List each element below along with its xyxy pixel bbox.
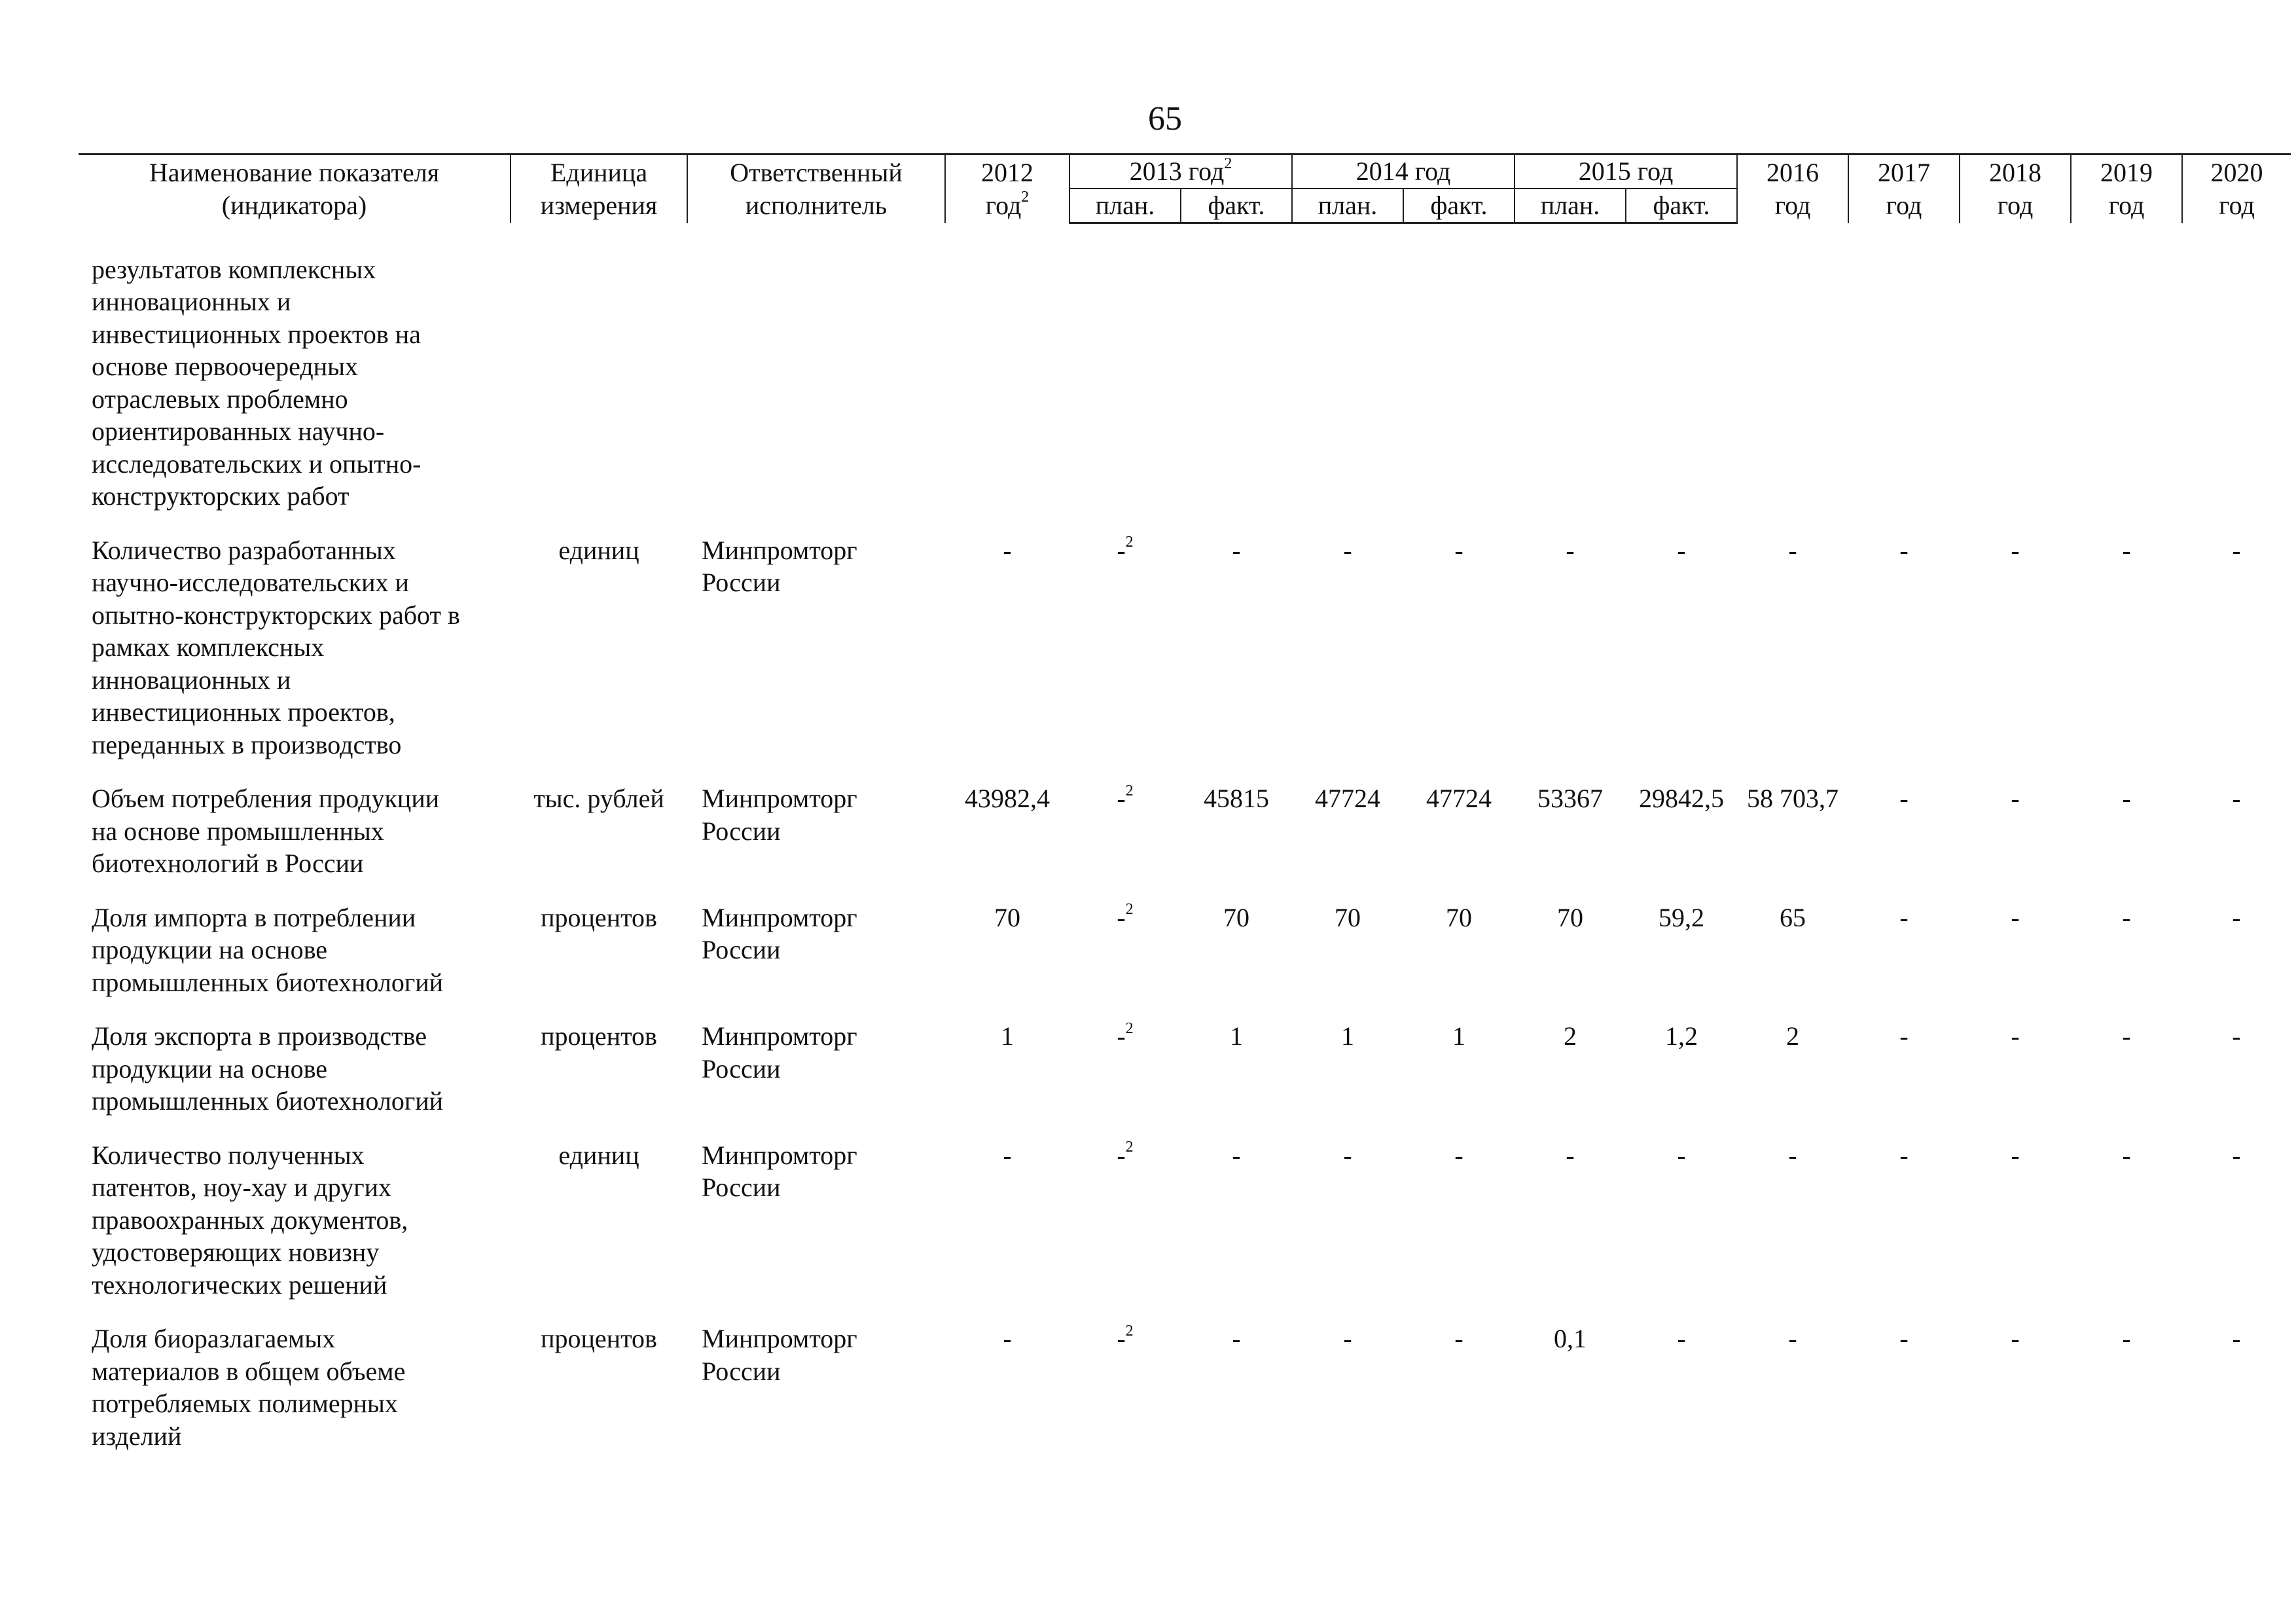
value-2013-plan (1069, 902, 1181, 1021)
value-2014-fact (1403, 223, 1515, 534)
table-row (79, 902, 2291, 1021)
value-2014-fact: 47724 (1426, 784, 1492, 813)
value-2018: - (2011, 1021, 2020, 1051)
executor-cell: Минпромторг России (702, 1140, 857, 1202)
value-2015-plan: 2 (1564, 1021, 1577, 1051)
unit-cell: единиц (558, 535, 639, 565)
value-2012: 43982,4 (965, 784, 1050, 813)
header-2018 (1960, 155, 2071, 223)
header-2013-plan: план. (1069, 189, 1181, 223)
value-2013-plan (1069, 223, 1181, 534)
value-2013-fact: - (1232, 535, 1241, 565)
executor-cell (687, 223, 945, 534)
table-row (79, 1139, 2291, 1323)
header-2013 (1069, 155, 1292, 189)
indicator-name: Доля импорта в потреблении продукции на основе промышленных биотехнологий (92, 902, 444, 997)
table-row (79, 782, 2291, 902)
header-row-top (79, 155, 2291, 189)
unit-cell: тыс. рублей (533, 784, 664, 813)
value-2015-plan: 70 (1557, 902, 1584, 932)
executor-cell: Минпромторг России (702, 535, 857, 597)
header-executor (687, 155, 945, 223)
value-2020: - (2232, 1140, 2241, 1170)
header-unit (511, 155, 687, 223)
value-2019: - (2122, 1021, 2131, 1051)
header-2015-plan: план. (1515, 189, 1626, 223)
value-2013-plan-text: - (1117, 1140, 1126, 1170)
value-2020: - (2232, 784, 2241, 813)
value-2019: - (2122, 902, 2131, 932)
value-2013-fact: 1 (1230, 1021, 1243, 1051)
value-2012: - (1003, 1140, 1012, 1170)
value-2012 (945, 223, 1069, 534)
value-2014-fact: 70 (1446, 902, 1473, 932)
header-2014-fact: факт. (1403, 189, 1515, 223)
header-2015-fact: факт. (1626, 189, 1737, 223)
header-executor-text: Ответственный исполнитель (730, 157, 903, 220)
header-2019 (2071, 155, 2182, 223)
header-2015 (1515, 155, 1737, 189)
value-2019: - (2122, 784, 2131, 813)
header-2014 (1292, 155, 1515, 189)
value-2018: - (2011, 1140, 2020, 1170)
header-2018-text: 2018 год (1989, 157, 2042, 220)
page-number: 65 (1148, 100, 1182, 137)
value-2015-plan: - (1566, 535, 1575, 565)
value-2015-plan: 0,1 (1554, 1324, 1587, 1353)
unit-cell (511, 223, 687, 534)
value-2014-plan (1292, 223, 1403, 534)
header-2017-text: 2017 год (1878, 157, 1931, 220)
unit-cell: процентов (541, 902, 657, 932)
value-2014-fact: 1 (1452, 1021, 1466, 1051)
executor-cell: Минпромторг России (702, 1021, 857, 1084)
value-2013-plan (1069, 1020, 1181, 1139)
header-2013-fact: факт. (1181, 189, 1292, 223)
value-2014-plan: 70 (1335, 902, 1361, 932)
value-2013-plan (1069, 534, 1181, 783)
value-2016: 65 (1780, 902, 1806, 932)
header-2016 (1737, 155, 1848, 223)
value-2019: - (2122, 535, 2131, 565)
header-2020-text: 2020 год (2210, 157, 2263, 220)
footnote-mark: 2 (1125, 534, 1134, 551)
value-2015-plan: 53367 (1537, 784, 1604, 813)
value-2015-fact: - (1677, 1324, 1686, 1353)
value-2012: 1 (1001, 1021, 1014, 1051)
value-2013-plan-text: - (1117, 902, 1126, 932)
header-2020 (2182, 155, 2291, 223)
header-2013-footnote: 2 (1224, 155, 1232, 172)
value-2018: - (2011, 902, 2020, 932)
table-body (79, 223, 2291, 1474)
indicator-name: Количество полученных патентов, ноу-хау и других правоохранных документов, удостоверяющих новизну технологических решений (92, 1140, 408, 1300)
header-name-text: Наименование показателя (индикатора) (149, 157, 440, 220)
value-2019: - (2122, 1324, 2131, 1353)
value-2017: - (1899, 1324, 1909, 1353)
header-unit-text: Единица измерения (540, 157, 658, 220)
value-2015-fact: - (1677, 535, 1686, 565)
executor-cell: Минпромторг России (702, 1324, 857, 1386)
executor-cell: Минпромторг России (702, 784, 857, 846)
value-2012: 70 (994, 902, 1020, 932)
header-name (79, 155, 511, 223)
header-2014-text: 2014 год (1355, 156, 1451, 186)
indicator-name: Доля биоразлагаемых материалов в общем объеме потребляемых полимерных изделий (92, 1324, 406, 1451)
value-2016: - (1788, 1140, 1797, 1170)
unit-cell: единиц (558, 1140, 639, 1170)
value-2014-fact: - (1454, 1140, 1463, 1170)
value-2018: - (2011, 1324, 2020, 1353)
value-2017: - (1899, 1021, 1909, 1051)
value-2013-fact: 45815 (1204, 784, 1269, 813)
value-2019: - (2122, 1140, 2131, 1170)
value-2018: - (2011, 784, 2020, 813)
value-2016 (1737, 223, 1848, 534)
value-2015-fact (1626, 223, 1737, 534)
value-2019 (2071, 223, 2182, 534)
value-2016: - (1788, 535, 1797, 565)
value-2020: - (2232, 535, 2241, 565)
value-2020: - (2232, 1324, 2241, 1353)
header-2017 (1848, 155, 1960, 223)
footnote-mark: 2 (1125, 901, 1134, 919)
header-2016-text: 2016 год (1767, 157, 1820, 220)
value-2015-fact: 29842,5 (1639, 784, 1725, 813)
value-2013-fact: 70 (1223, 902, 1249, 932)
value-2015-plan (1515, 223, 1626, 534)
value-2020: - (2232, 1021, 2241, 1051)
value-2013-fact (1181, 223, 1292, 534)
value-2013-plan-text: - (1117, 1324, 1126, 1353)
value-2015-fact: - (1677, 1140, 1686, 1170)
value-2020: - (2232, 902, 2241, 932)
value-2017: - (1899, 1140, 1909, 1170)
footnote-mark: 2 (1125, 1019, 1134, 1037)
executor-cell: Минпромторг России (702, 902, 857, 964)
value-2013-plan (1069, 782, 1181, 902)
header-2014-plan: план. (1292, 189, 1403, 223)
value-2014-plan: - (1343, 535, 1352, 565)
table-row (79, 1020, 2291, 1139)
value-2014-fact: - (1454, 1324, 1463, 1353)
value-2013-plan-text: - (1117, 784, 1126, 813)
footnote-mark: 2 (1125, 1322, 1134, 1340)
footnote-mark: 2 (1125, 782, 1134, 799)
value-2013-plan-text: - (1117, 535, 1126, 565)
value-2013-plan (1069, 1139, 1181, 1323)
indicator-name: результатов комплексных инновационных и инвестиционных проектов на основе первоочередных отраслевых проблемно ориентированных научно- исследовательских и опытно- конструкторских работ (92, 254, 422, 511)
indicator-name: Доля экспорта в производстве продукции на основе промышленных биотехнологий (92, 1021, 444, 1116)
value-2015-fact: 59,2 (1659, 902, 1705, 932)
value-2016: 2 (1786, 1021, 1800, 1051)
header-2013-text: 2013 год (1129, 156, 1225, 186)
table-row (79, 1322, 2291, 1474)
value-2012: - (1003, 535, 1012, 565)
value-2018 (1960, 223, 2071, 534)
header-2012-footnote: 2 (1021, 189, 1030, 206)
header-2015-text: 2015 год (1578, 156, 1674, 186)
value-2015-fact: 1,2 (1665, 1021, 1698, 1051)
value-2013-plan (1069, 1322, 1181, 1474)
value-2014-plan: 47724 (1315, 784, 1381, 813)
table-row (79, 534, 2291, 783)
indicator-name: Объем потребления продукции на основе промышленных биотехнологий в России (92, 784, 440, 878)
value-2014-plan: 1 (1341, 1021, 1355, 1051)
value-2013-fact: - (1232, 1140, 1241, 1170)
table-row (79, 223, 2291, 534)
value-2012: - (1003, 1324, 1012, 1353)
indicators-table (79, 153, 2291, 1474)
value-2014-plan: - (1343, 1324, 1352, 1353)
indicator-name: Количество разработанных научно-исследовательских и опытно-конструкторских работ в рамках комплексных инновационных и инвестиционных проектов, переданных в производство (92, 535, 460, 759)
value-2018: - (2011, 535, 2020, 565)
value-2014-plan: - (1343, 1140, 1352, 1170)
header-2012 (945, 155, 1069, 223)
value-2015-plan: - (1566, 1140, 1575, 1170)
value-2017: - (1899, 902, 1909, 932)
header-2012-text: 2012 год (981, 157, 1033, 220)
value-2017: - (1899, 784, 1909, 813)
value-2017: - (1899, 535, 1909, 565)
value-2016: - (1788, 1324, 1797, 1353)
unit-cell: процентов (541, 1324, 657, 1353)
value-2013-plan-text: - (1117, 1021, 1126, 1051)
header-2019-text: 2019 год (2100, 157, 2153, 220)
value-2014-fact: - (1454, 535, 1463, 565)
footnote-mark: 2 (1125, 1139, 1134, 1156)
value-2017 (1848, 223, 1960, 534)
value-2016: 58 703,7 (1747, 784, 1839, 813)
value-2020 (2182, 223, 2291, 534)
value-2013-fact: - (1232, 1324, 1241, 1353)
unit-cell: процентов (541, 1021, 657, 1051)
